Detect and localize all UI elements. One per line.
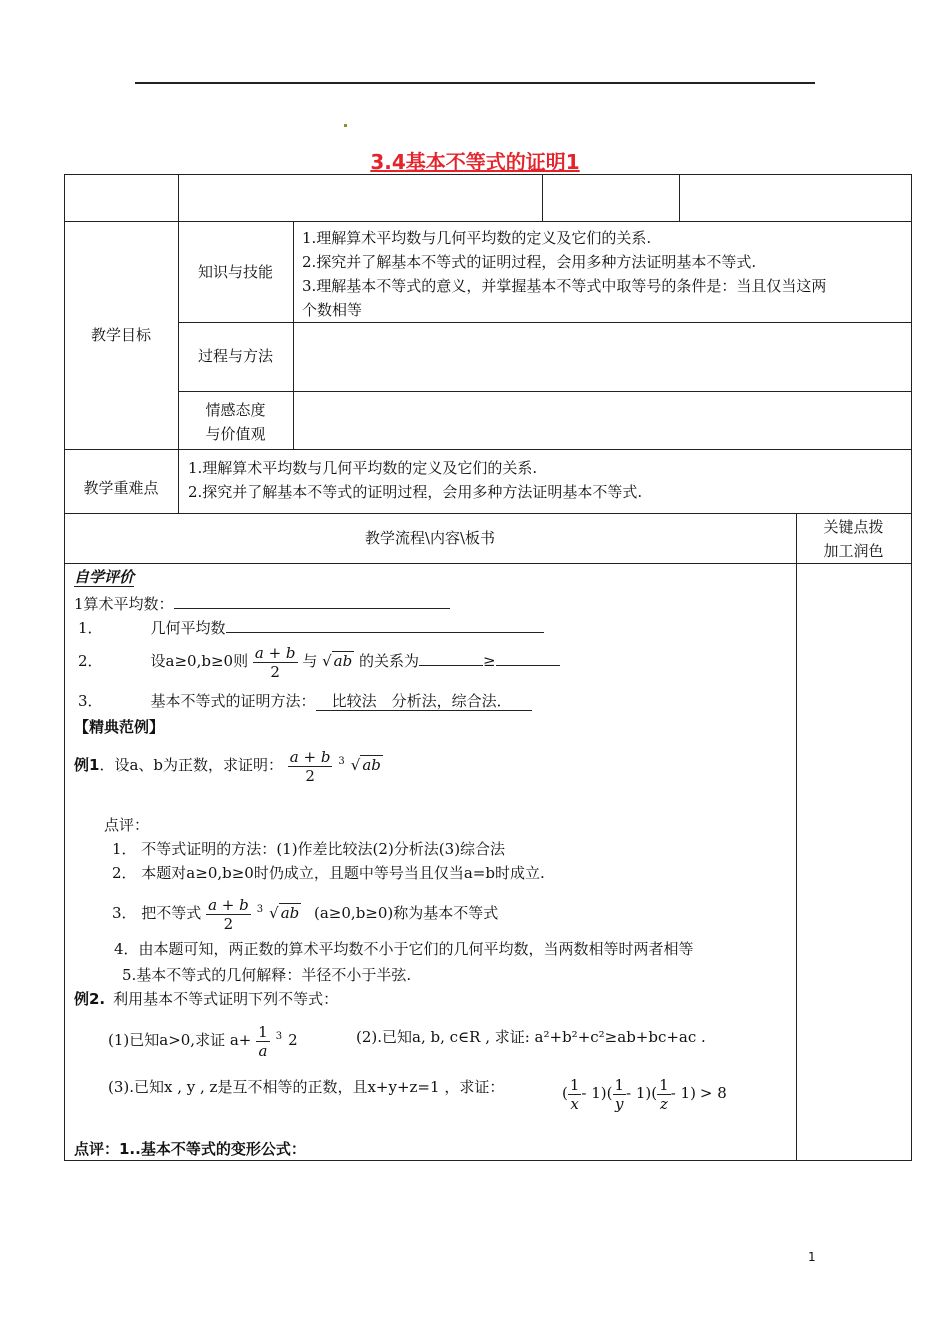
- side-header-line: 加工润色: [823, 542, 884, 560]
- fraction-1-over-z: $\frac{1}{z}$: [659, 1075, 669, 1113]
- key-points-label: 教学重难点: [83, 479, 159, 497]
- process-label: 过程与方法: [197, 347, 273, 365]
- fraction-a-plus-b-over-2: $\frac{a + b}{2}$: [254, 643, 296, 681]
- knowledge-content: [302, 226, 908, 322]
- self-eval-heading: 自学评价: [74, 568, 135, 586]
- examples-heading: 【精典范例】: [74, 718, 165, 736]
- self-eval-q4: 3． 基本不等式的证明方法： 比较法 分析法，综合法．: [78, 690, 532, 712]
- example-2: 例2. 利用基本不等式证明下列不等式：: [74, 990, 339, 1008]
- self-eval-q1: 1算术平均数：: [74, 592, 450, 615]
- side-header: [796, 515, 911, 563]
- sqrt-ab: √ ab: [322, 652, 353, 670]
- key-point-item: 2.探究并了解基本不等式的证明过程，会用多种方法证明基本不等式.: [188, 483, 643, 501]
- sqrt-ab: √ ab: [350, 756, 381, 774]
- ex1-comment-4: 4．由本题可知，两正数的算术平均数不小于它们的几何平均数，当两数相等时两者相等: [114, 940, 694, 958]
- emotion-label-line: 与价值观: [205, 425, 266, 443]
- side-header-line: 关键点拨: [823, 518, 884, 536]
- final-comment: 点评：1..基本不等式的变形公式：: [74, 1140, 306, 1158]
- objectives-label: 教学目标: [90, 326, 151, 344]
- fraction-1-over-y: $\frac{1}{y}$: [614, 1075, 625, 1113]
- ex2-part-1: (1)已知a>0,求证 a+ $\frac{1}{a}$ $^3$ 2: [108, 1022, 298, 1060]
- ex1-comment-3: 3． 把不等式 $\frac{a + b}{2}$ $^3$ √ ab (a≥0,b≥0)称为基本不等式: [112, 888, 498, 935]
- fraction-a-plus-b-over-2: $\frac{a + b}{2}$: [208, 895, 249, 933]
- fraction-1-over-x: $\frac{1}{x}$: [569, 1075, 580, 1113]
- ex1-comment-5: 5.基本不等式的几何解释：半径不小于半弦.: [122, 966, 412, 984]
- knowledge-item: 个数相等: [302, 301, 363, 319]
- fraction-a-plus-b-over-2: $\frac{a + b}{2}$: [289, 747, 331, 785]
- example-1: 例1．设a、b为正数，求证明： $\frac{a + b}{2}$ $^3$ √ ab: [74, 740, 383, 787]
- top-rule: [135, 82, 815, 84]
- page-number: 1: [808, 1250, 816, 1264]
- ex1-comment-1: 1． 不等式证明的方法：(1)作差比较法(2)分析法(3)综合法: [112, 840, 506, 858]
- emotion-label: [178, 398, 293, 446]
- sqrt-ab: √ ab: [269, 904, 300, 922]
- self-eval-q3: 2． 设a≥0,b≥0则 $\frac{a + b}{2}$ 与 √ ab 的关系为 ≥: [78, 640, 560, 682]
- ex2-part-3: (3).已知x , y , z是互不相等的正数，且x+y+z=1 ，求证：: [108, 1078, 505, 1096]
- ex2-part-2: (2).已知a, b, c∈R , 求证: a²+b²+c²≥ab+bc+ac .: [356, 1028, 706, 1046]
- fraction-1-over-a: $\frac{1}{a}$: [258, 1022, 268, 1060]
- knowledge-item: 2.探究并了解基本不等式的证明过程，会用多种方法证明基本不等式.: [302, 253, 757, 271]
- knowledge-item: 3.理解基本不等式的意义，并掌握基本不等式中取等号的条件是：当且仅当这两: [302, 277, 827, 295]
- knowledge-item: 1.理解算术平均数与几何平均数的定义及它们的关系.: [302, 229, 652, 247]
- ex1-comment-2: 2． 本题对a≥0,b≥0时仍成立，且题中等号当且仅当a=b时成立.: [112, 864, 545, 882]
- knowledge-label: 知识与技能: [197, 263, 273, 281]
- page-title: 3.4基本不等式的证明1: [370, 150, 580, 174]
- emotion-label-line: 情感态度: [205, 401, 266, 419]
- key-point-item: 1.理解算术平均数与几何平均数的定义及它们的关系.: [188, 459, 538, 477]
- decorative-dot: [344, 124, 347, 127]
- key-points-content: [188, 456, 898, 504]
- self-eval-q2: 1． 几何平均数: [78, 616, 544, 639]
- flow-header-label: 教学流程\内容\板书: [364, 529, 496, 547]
- ex2-part-3-expression: ( $\frac{1}{x}$ - 1)( $\frac{1}{y}$ - 1)( $\frac{1}{z}$ - 1) > 8: [562, 1075, 727, 1113]
- ex1-comment-label: 点评：: [104, 816, 150, 834]
